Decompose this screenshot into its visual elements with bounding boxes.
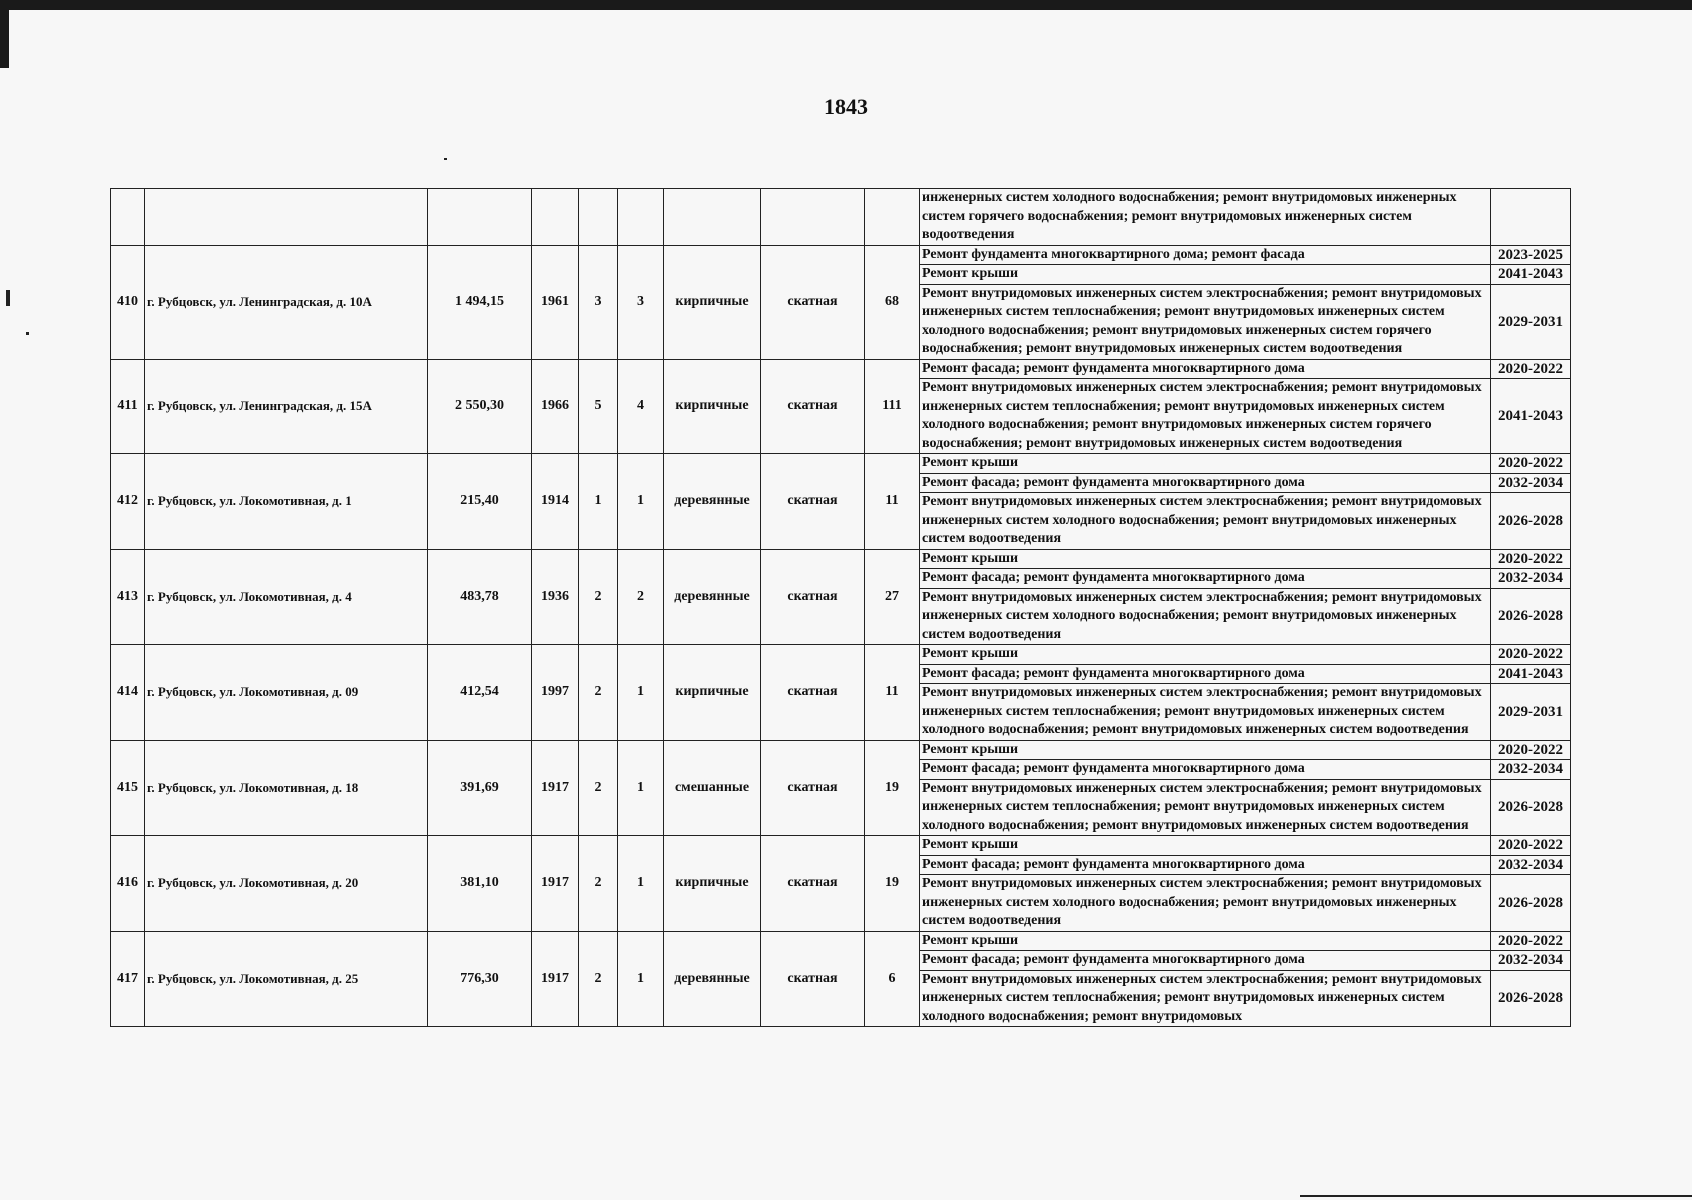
roof-type-cell: скатная (761, 931, 865, 1027)
row-number: 413 (111, 549, 145, 645)
works-cell: Ремонт крыши (920, 836, 1491, 856)
address-cell: г. Рубцовск, ул. Локомотивная, д. 09 (145, 645, 428, 741)
works-cell: Ремонт внутридомовых инженерных систем электроснабжения; ремонт внутридомовых инженерных систем теплоснабжения; ремонт внутридомовых инженерных систем холодного водоснабжения; ремонт внутридомовых инженерных систем водоотведения (920, 779, 1491, 836)
row-number: 412 (111, 454, 145, 550)
scan-speck (1300, 1195, 1692, 1197)
entrances-cell: 1 (618, 740, 664, 836)
works-cell: инженерных систем холодного водоснабжения; ремонт внутридомовых инженерных систем горячего водоснабжения; ремонт внутридомовых инженерных систем водоотведения (920, 189, 1491, 246)
period-cell: 2023-2025 (1491, 245, 1571, 265)
address-cell: г. Рубцовск, ул. Ленинградская, д. 15А (145, 359, 428, 454)
scan-border-left (0, 8, 9, 68)
period-cell: 2041-2043 (1491, 379, 1571, 454)
works-cell: Ремонт крыши (920, 454, 1491, 474)
period-cell: 2026-2028 (1491, 875, 1571, 932)
works-cell: Ремонт крыши (920, 740, 1491, 760)
entrances-cell: 1 (618, 836, 664, 932)
period-cell: 2020-2022 (1491, 740, 1571, 760)
period-cell: 2032-2034 (1491, 569, 1571, 589)
area-cell: 1 494,15 (428, 245, 532, 359)
period-cell: 2026-2028 (1491, 493, 1571, 550)
period-cell: 2020-2022 (1491, 645, 1571, 665)
year-cell: 1917 (532, 740, 579, 836)
period-cell: 2020-2022 (1491, 549, 1571, 569)
works-cell: Ремонт фасада; ремонт фундамента многоквартирного дома (920, 569, 1491, 589)
residents-cell: 27 (865, 549, 920, 645)
period-cell: 2032-2034 (1491, 473, 1571, 493)
roof-type-cell: скатная (761, 645, 865, 741)
works-cell: Ремонт крыши (920, 549, 1491, 569)
empty-cell (428, 189, 532, 246)
area-cell: 483,78 (428, 549, 532, 645)
period-cell: 2041-2043 (1491, 265, 1571, 285)
floors-cell: 5 (579, 359, 618, 454)
works-cell: Ремонт фундамента многоквартирного дома; ремонт фасада (920, 245, 1491, 265)
entrances-cell: 2 (618, 549, 664, 645)
walls-material-cell: смешанные (664, 740, 761, 836)
roof-type-cell: скатная (761, 359, 865, 454)
walls-material-cell: кирпичные (664, 359, 761, 454)
works-cell: Ремонт фасада; ремонт фундамента многоквартирного дома (920, 951, 1491, 971)
entrances-cell: 1 (618, 931, 664, 1027)
period-cell: 2041-2043 (1491, 664, 1571, 684)
roof-type-cell: скатная (761, 549, 865, 645)
period-cell: 2020-2022 (1491, 931, 1571, 951)
works-cell: Ремонт крыши (920, 645, 1491, 665)
page-number: 1843 (824, 94, 868, 119)
area-cell: 391,69 (428, 740, 532, 836)
area-cell: 412,54 (428, 645, 532, 741)
floors-cell: 2 (579, 740, 618, 836)
period-cell: 2032-2034 (1491, 855, 1571, 875)
table-row (111, 836, 1571, 856)
entrances-cell: 1 (618, 454, 664, 550)
works-cell: Ремонт внутридомовых инженерных систем электроснабжения; ремонт внутридомовых инженерных систем теплоснабжения; ремонт внутридомовых инженерных систем холодного водоснабжения; ремонт внутридомовых инженерных систем горячего водоснабжения; ремонт внутридомовых инженерных систем водоотведения (920, 379, 1491, 454)
residents-cell: 11 (865, 454, 920, 550)
works-cell: Ремонт крыши (920, 265, 1491, 285)
period-cell: 2032-2034 (1491, 951, 1571, 971)
empty-cell (145, 189, 428, 246)
works-cell: Ремонт фасада; ремонт фундамента многоквартирного дома (920, 664, 1491, 684)
address-cell: г. Рубцовск, ул. Локомотивная, д. 20 (145, 836, 428, 932)
continuation-row (111, 189, 1571, 246)
floors-cell: 2 (579, 931, 618, 1027)
roof-type-cell: скатная (761, 454, 865, 550)
table-row (111, 931, 1571, 951)
table-row (111, 359, 1571, 379)
works-cell: Ремонт фасада; ремонт фундамента многоквартирного дома (920, 359, 1491, 379)
floors-cell: 3 (579, 245, 618, 359)
row-number: 415 (111, 740, 145, 836)
walls-material-cell: деревянные (664, 931, 761, 1027)
row-number: 414 (111, 645, 145, 741)
residents-cell: 68 (865, 245, 920, 359)
row-number: 410 (111, 245, 145, 359)
housing-repair-table (110, 188, 1571, 1027)
walls-material-cell: кирпичные (664, 836, 761, 932)
residents-cell: 11 (865, 645, 920, 741)
period-cell: 2020-2022 (1491, 454, 1571, 474)
area-cell: 215,40 (428, 454, 532, 550)
address-cell: г. Рубцовск, ул. Локомотивная, д. 1 (145, 454, 428, 550)
period-cell (1491, 189, 1571, 246)
empty-cell (664, 189, 761, 246)
address-cell: г. Рубцовск, ул. Локомотивная, д. 18 (145, 740, 428, 836)
year-cell: 1966 (532, 359, 579, 454)
row-number: 417 (111, 931, 145, 1027)
floors-cell: 2 (579, 836, 618, 932)
period-cell: 2029-2031 (1491, 284, 1571, 359)
works-cell: Ремонт фасада; ремонт фундамента многоквартирного дома (920, 473, 1491, 493)
address-cell: г. Рубцовск, ул. Локомотивная, д. 25 (145, 931, 428, 1027)
floors-cell: 1 (579, 454, 618, 550)
scan-speck (26, 332, 29, 335)
residents-cell: 19 (865, 836, 920, 932)
empty-cell (579, 189, 618, 246)
period-cell: 2020-2022 (1491, 836, 1571, 856)
works-cell: Ремонт внутридомовых инженерных систем электроснабжения; ремонт внутридомовых инженерных систем холодного водоснабжения; ремонт внутридомовых инженерных систем водоотведения (920, 588, 1491, 645)
year-cell: 1997 (532, 645, 579, 741)
table-row (111, 549, 1571, 569)
residents-cell: 6 (865, 931, 920, 1027)
year-cell: 1914 (532, 454, 579, 550)
table-row (111, 740, 1571, 760)
roof-type-cell: скатная (761, 836, 865, 932)
residents-cell: 19 (865, 740, 920, 836)
works-cell: Ремонт фасада; ремонт фундамента многоквартирного дома (920, 760, 1491, 780)
empty-cell (761, 189, 865, 246)
empty-cell (111, 189, 145, 246)
period-cell: 2020-2022 (1491, 359, 1571, 379)
empty-cell (532, 189, 579, 246)
row-number: 416 (111, 836, 145, 932)
roof-type-cell: скатная (761, 245, 865, 359)
floors-cell: 2 (579, 549, 618, 645)
scan-speck (6, 290, 10, 306)
works-cell: Ремонт внутридомовых инженерных систем электроснабжения; ремонт внутридомовых инженерных систем теплоснабжения; ремонт внутридомовых инженерных систем холодного водоснабжения; ремонт внутридомовых инженерных систем водоотведения (920, 684, 1491, 741)
year-cell: 1917 (532, 931, 579, 1027)
year-cell: 1936 (532, 549, 579, 645)
address-cell: г. Рубцовск, ул. Локомотивная, д. 4 (145, 549, 428, 645)
row-number: 411 (111, 359, 145, 454)
empty-cell (865, 189, 920, 246)
walls-material-cell: деревянные (664, 549, 761, 645)
works-cell: Ремонт фасада; ремонт фундамента многоквартирного дома (920, 855, 1491, 875)
year-cell: 1917 (532, 836, 579, 932)
works-cell: Ремонт крыши (920, 931, 1491, 951)
area-cell: 2 550,30 (428, 359, 532, 454)
area-cell: 776,30 (428, 931, 532, 1027)
floors-cell: 2 (579, 645, 618, 741)
empty-cell (618, 189, 664, 246)
table-row (111, 245, 1571, 265)
period-cell: 2032-2034 (1491, 760, 1571, 780)
entrances-cell: 1 (618, 645, 664, 741)
walls-material-cell: деревянные (664, 454, 761, 550)
period-cell: 2029-2031 (1491, 684, 1571, 741)
roof-type-cell: скатная (761, 740, 865, 836)
year-cell: 1961 (532, 245, 579, 359)
works-cell: Ремонт внутридомовых инженерных систем электроснабжения; ремонт внутридомовых инженерных систем холодного водоснабжения; ремонт внутридомовых инженерных систем водоотведения (920, 875, 1491, 932)
works-cell: Ремонт внутридомовых инженерных систем электроснабжения; ремонт внутридомовых инженерных систем теплоснабжения; ремонт внутридомовых инженерных систем холодного водоснабжения; ремонт внутридомовых инженерных систем горячего водоснабжения; ремонт внутридомовых инженерных систем водоотведения (920, 284, 1491, 359)
period-cell: 2026-2028 (1491, 970, 1571, 1027)
area-cell: 381,10 (428, 836, 532, 932)
walls-material-cell: кирпичные (664, 245, 761, 359)
address-cell: г. Рубцовск, ул. Ленинградская, д. 10А (145, 245, 428, 359)
table-row (111, 645, 1571, 665)
table-row (111, 454, 1571, 474)
period-cell: 2026-2028 (1491, 779, 1571, 836)
period-cell: 2026-2028 (1491, 588, 1571, 645)
scan-border (0, 0, 1692, 10)
scan-speck (444, 158, 447, 160)
entrances-cell: 4 (618, 359, 664, 454)
works-cell: Ремонт внутридомовых инженерных систем электроснабжения; ремонт внутридомовых инженерных систем теплоснабжения; ремонт внутридомовых инженерных систем холодного водоснабжения; ремонт внутридомовых (920, 970, 1491, 1027)
residents-cell: 111 (865, 359, 920, 454)
entrances-cell: 3 (618, 245, 664, 359)
walls-material-cell: кирпичные (664, 645, 761, 741)
works-cell: Ремонт внутридомовых инженерных систем электроснабжения; ремонт внутридомовых инженерных систем холодного водоснабжения; ремонт внутридомовых инженерных систем водоотведения (920, 493, 1491, 550)
